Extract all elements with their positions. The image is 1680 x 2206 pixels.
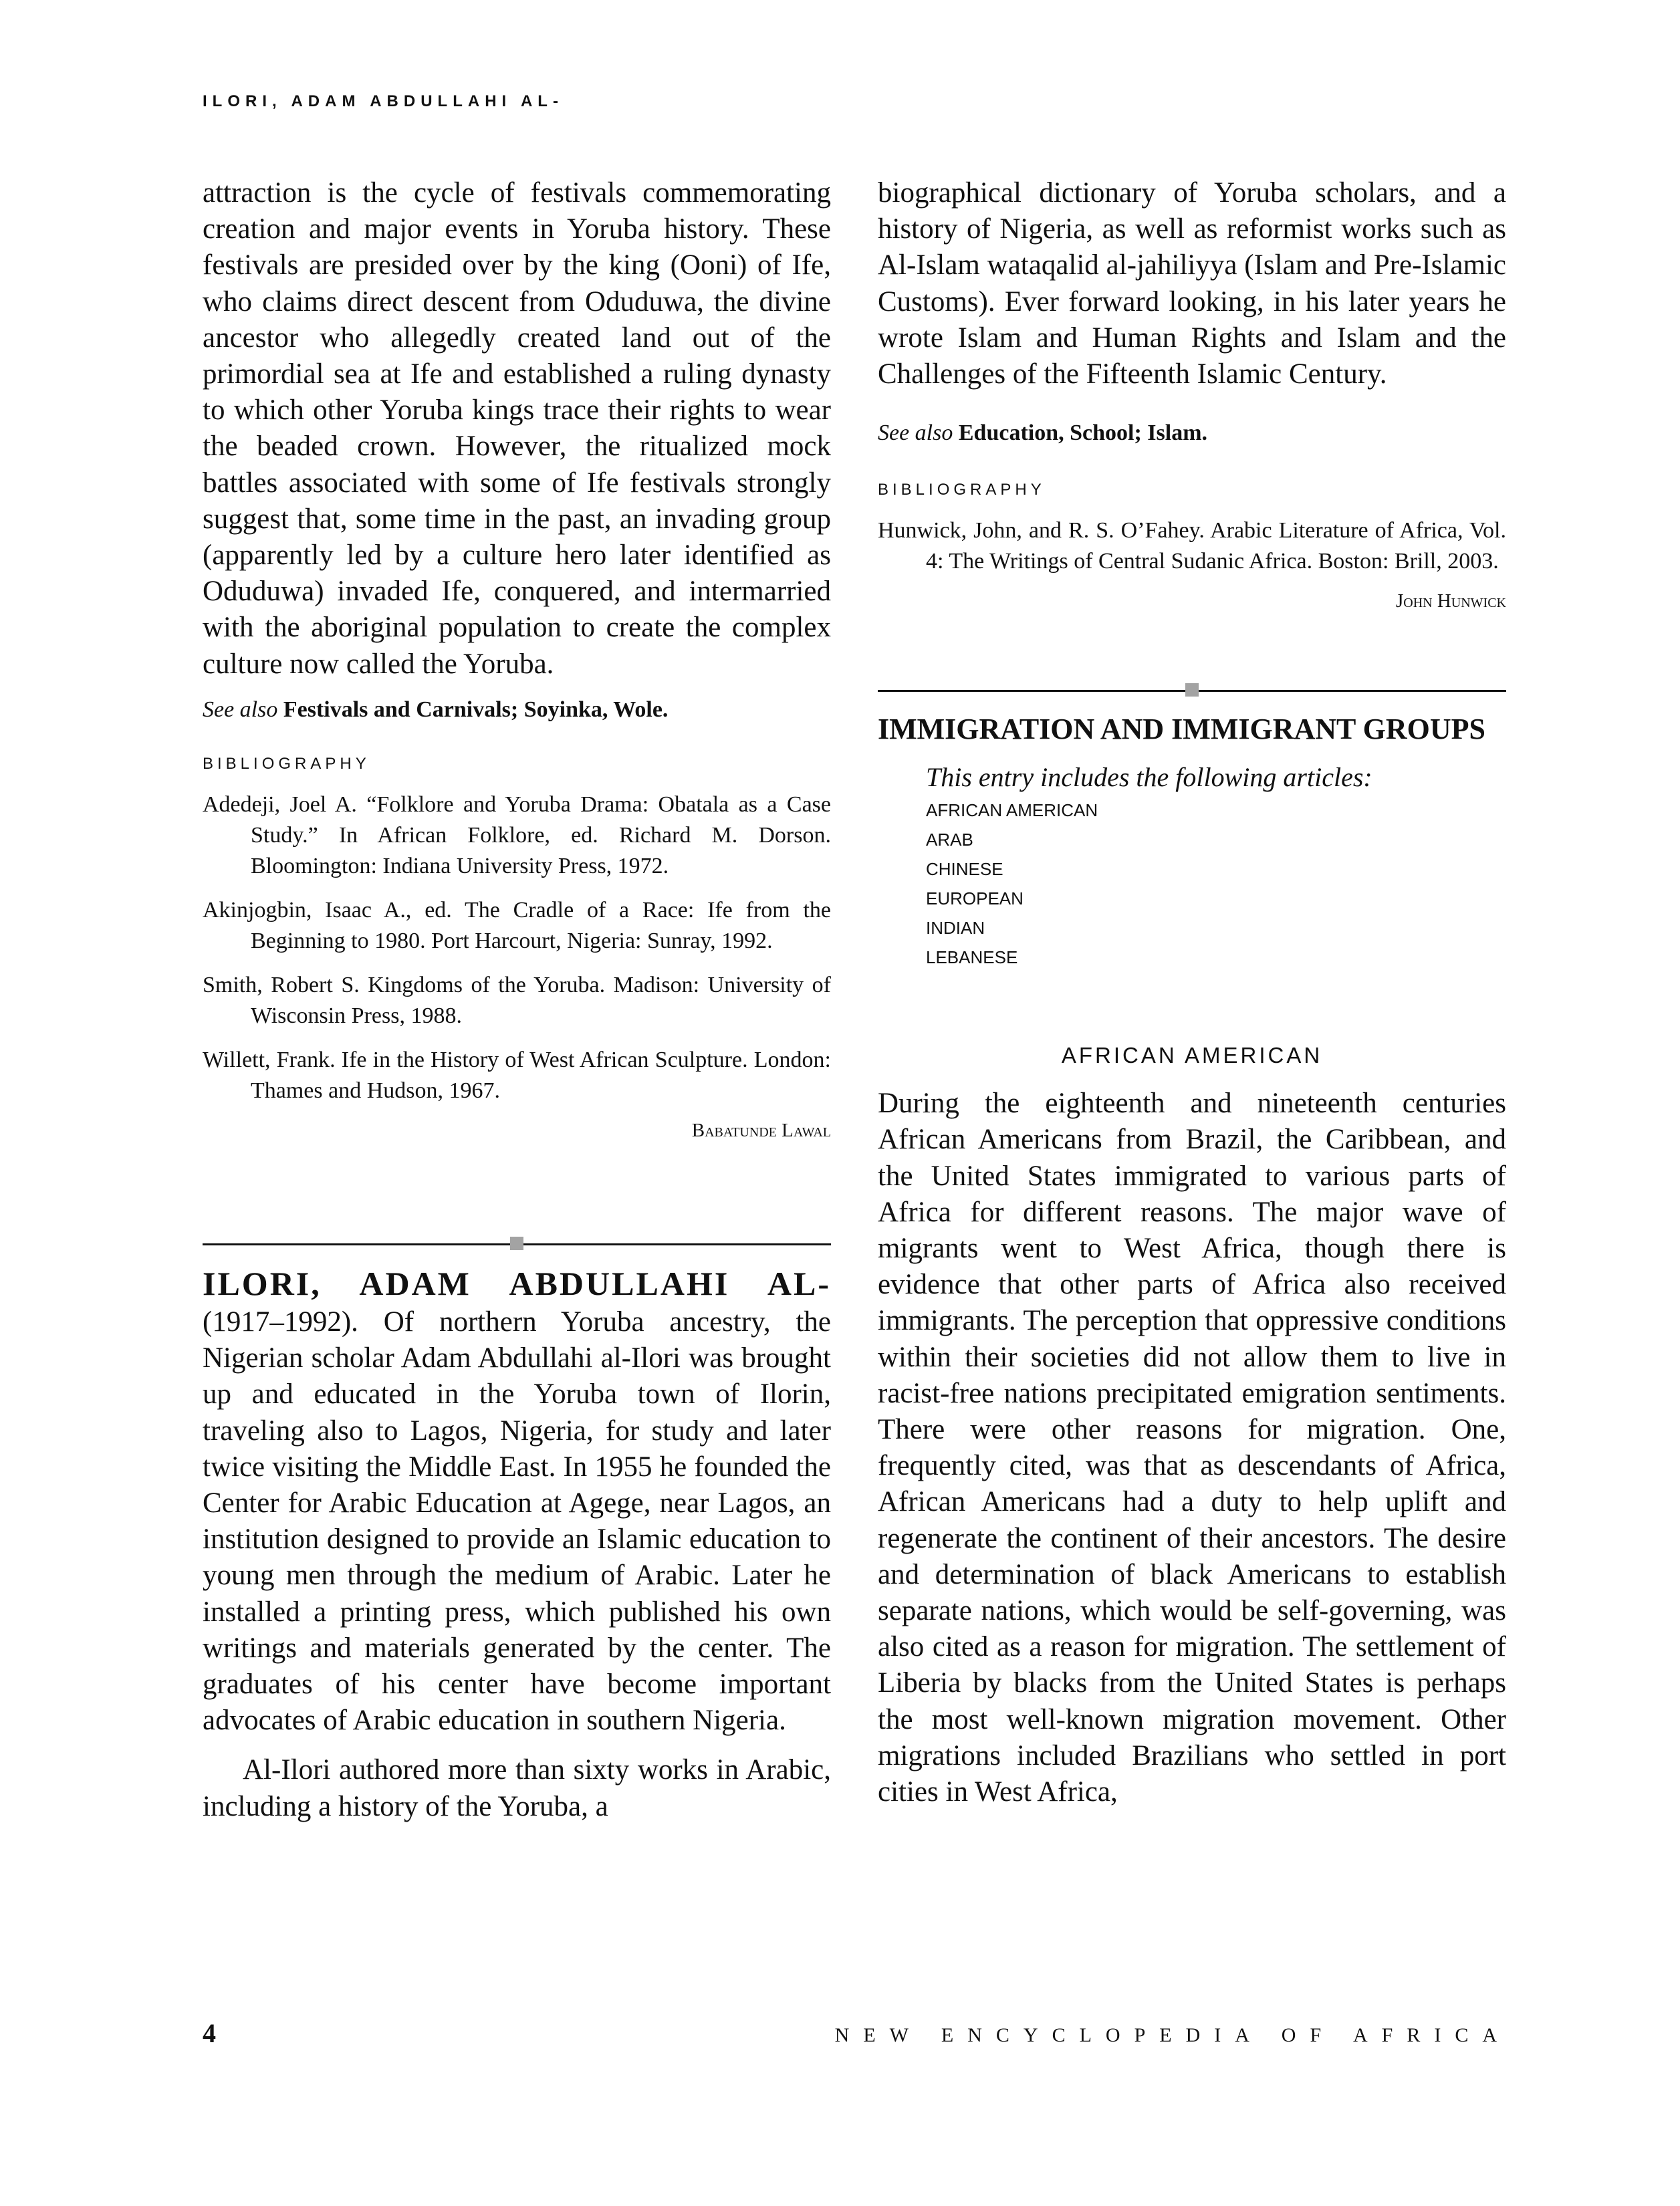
page-number: 4 (203, 2018, 216, 2048)
entry-body-paragraph: Al-Ilori authored more than sixty works in Arabic, including a history of the Yoruba, a (203, 1754, 831, 1822)
bibliography-heading: BIBLIOGRAPHY (203, 754, 370, 773)
included-article-item[interactable]: AFRICAN AMERICAN (926, 800, 1098, 821)
included-article-item[interactable]: ARAB (926, 830, 973, 850)
continuation-paragraph: attraction is the cycle of festivals commemorating creation and major events in Yoruba history. These festivals are presided over by the king (Ooni) of Ife, who claims direct descent from Oduduwa, the divine ancestor who allegedly created land out of the primordial sea at Ife and established a ruling dynasty to which other Yoruba kings trace their rights to wear the beaded crown. However, the ritualized mock battles associated with some of Ife festivals strongly suggest that, some time in the past, an invading group (apparently led by a culture hero later identified as Oduduwa) invaded Ife, conquered, and intermarried with the aboriginal population to create the complex culture now called the Yoruba. (203, 177, 831, 680)
article-author: John Hunwick (1395, 590, 1506, 612)
entry-title: IMMIGRATION AND IMMIGRANT GROUPS (878, 713, 1485, 746)
running-head: ILORI, ADAM ABDULLAHI AL- (203, 92, 564, 110)
see-also (878, 420, 1506, 446)
bibliography-heading: BIBLIOGRAPHY (878, 481, 1046, 499)
bibliography-entry: Willett, Frank. Ife in the History of West African Sculpture. London: Thames and Hudson, 1967. (203, 1047, 831, 1103)
right-column (878, 175, 1506, 1810)
bibliography-entry: Hunwick, John, and R. S. O’Fahey. Arabic Literature of Africa, Vol. 4: The Writings of Central Sudanic Africa. Boston: Brill, 2003. (878, 518, 1506, 574)
bibliography-entry: Adedeji, Joel A. “Folklore and Yoruba Drama: Obatala as a Case Study.” In African Folklore, ed. Richard M. Dorson. Bloomington: Indiana University Press, 1972. (203, 791, 831, 878)
entry-body: Of northern Yoruba ancestry, the Nigerian scholar Adam Abdullahi al-Ilori was brought up and educated in the Yoruba town of Ilorin, traveling also to Lagos, Nigeria, for study and later twice visiting the Middle East. In 1955 he founded the Center for Arabic Education at Agege, near Lagos, an institution designed to provide an Islamic education to young men through the medium of Arabic. Later he installed a printing press, which published his own writings and materials generated by the center. The graduates of his center have become important advocates of Arabic education in southern Nigeria. (203, 1306, 831, 1737)
included-articles-list (878, 795, 1506, 972)
included-article-item[interactable]: CHINESE (926, 859, 1003, 880)
included-article-item[interactable]: LEBANESE (926, 947, 1018, 968)
see-also-label: See also (878, 420, 953, 446)
includes-intro: This entry includes the following articles: (926, 762, 1372, 793)
continuation-paragraph: biographical dictionary of Yoruba scholars, and a history of Nigeria, as well as reformist works such as Al-Islam wataqalid al-jahiliyya (Islam and Pre-Islamic Customs). Ever forward looking, in his later years he wrote Islam and Human Rights and Islam and the Challenges of the Fifteenth Islamic Century. (878, 177, 1506, 390)
divider-marker (510, 1237, 523, 1250)
article-author: Babatunde Lawal (691, 1119, 831, 1141)
book-title-footer: NEW ENCYCLOPEDIA OF AFRICA (834, 2024, 1511, 2046)
bibliography-entry: Akinjogbin, Isaac A., ed. The Cradle of a Race: Ife from the Beginning to 1980. Port Harcourt, Nigeria: Sunray, 1992. (203, 897, 831, 953)
see-also-links[interactable]: Festivals and Carnivals; Soyinka, Wole. (283, 697, 669, 722)
see-also (203, 697, 831, 723)
entry-dates: (1917–1992). (203, 1306, 358, 1338)
subarticle-heading: AFRICAN AMERICAN (1061, 1043, 1323, 1068)
ilori-entry (203, 1265, 831, 1739)
entry-divider (203, 1243, 831, 1245)
see-also-label: See also (203, 697, 278, 722)
entry-title: ILORI, ADAM ABDULLAHI AL- (203, 1264, 831, 1302)
included-article-item[interactable]: EUROPEAN (926, 888, 1024, 909)
subarticle-body: During the eighteenth and nineteenth centuries African Americans from Brazil, the Caribbean, and the United States immigrated to various parts of Africa for different reasons. The major wave of migrants went to West Africa, though there is evidence that other parts of Africa also received immigrants. The perception that oppressive conditions within their societies did not allow them to live in racist-free nations precipitated emigration sentiments. There were other reasons for migration. One, frequently cited, was that as descendants of Africa, African Americans had a duty to help uplift and regenerate the continent of their ancestors. The desire and determination of black Americans to establish separate nations, which would be self-governing, was also cited as a reason for migration. The settlement of Liberia by blacks from the United States is perhaps the most well-known migration movement. Other migrations included Brazilians who settled in port cities in West Africa, (878, 1088, 1506, 1808)
included-article-item[interactable]: INDIAN (926, 918, 985, 939)
divider-marker (1185, 683, 1199, 697)
entry-divider (878, 690, 1506, 692)
see-also-links[interactable]: Education, School; Islam. (958, 420, 1208, 446)
left-column (203, 175, 831, 1825)
bibliography-entry: Smith, Robert S. Kingdoms of the Yoruba. Madison: University of Wisconsin Press, 1988. (203, 972, 831, 1028)
